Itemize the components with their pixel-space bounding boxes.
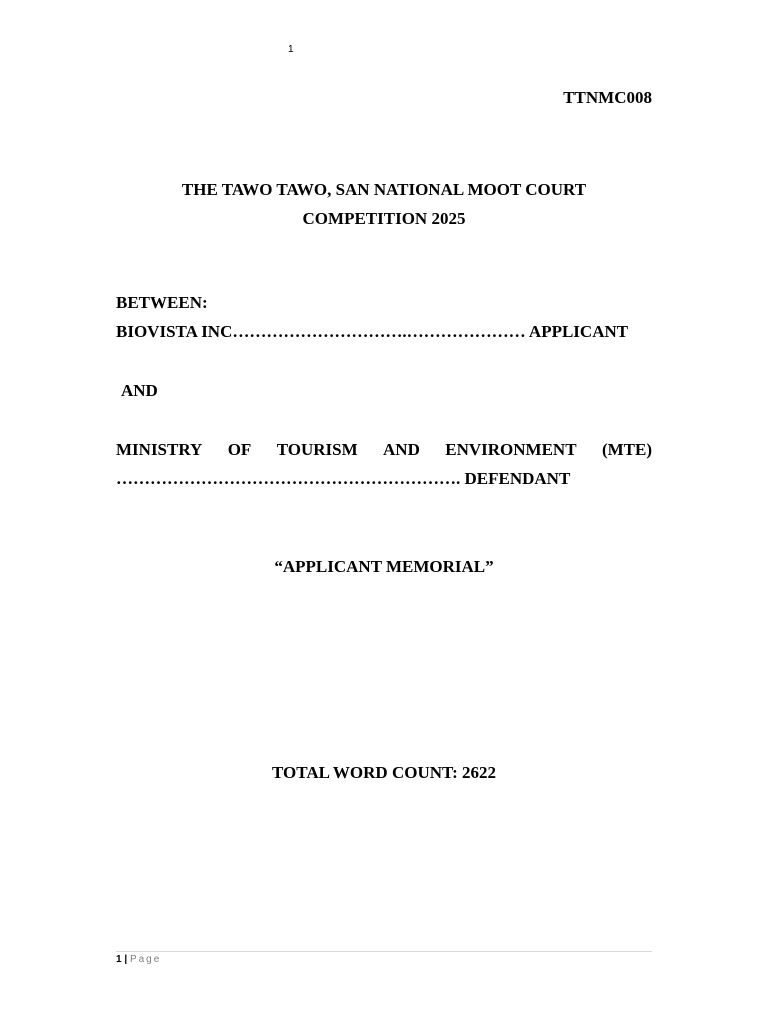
page-footer [116, 954, 161, 966]
competition-title [116, 175, 652, 233]
team-code: TTNMC008 [563, 88, 652, 107]
word-count: TOTAL WORD COUNT: 2622 [271, 763, 497, 782]
ministry-word: (MTE) [601, 440, 652, 459]
applicant-line: BIOVISTA INC………………………….………………… APPLICANT [116, 322, 629, 341]
ministry-word: ENVIRONMENT [445, 440, 577, 459]
header-page-number: 1 [288, 44, 294, 55]
and-label: AND [121, 381, 158, 400]
ministry-word: OF [227, 440, 252, 459]
footer-page-word: Page [129, 954, 162, 965]
memorial-title: “APPLICANT MEMORIAL” [274, 557, 494, 576]
competition-title-line2: COMPETITION 2025 [302, 209, 466, 228]
competition-title-line1: THE TAWO TAWO, SAN NATIONAL MOOT COURT [181, 180, 587, 199]
footer-page-number: 1 [116, 954, 122, 965]
footer-divider [116, 951, 652, 952]
ministry-word: AND [383, 440, 420, 459]
ministry-word: MINISTRY [116, 440, 203, 459]
defendant-name-line [116, 440, 652, 460]
ministry-word: TOURISM [276, 440, 358, 459]
defendant-line: ……………………………………………………. DEFENDANT [116, 469, 571, 488]
between-label: BETWEEN: [116, 293, 208, 312]
footer-separator: | [124, 954, 128, 965]
